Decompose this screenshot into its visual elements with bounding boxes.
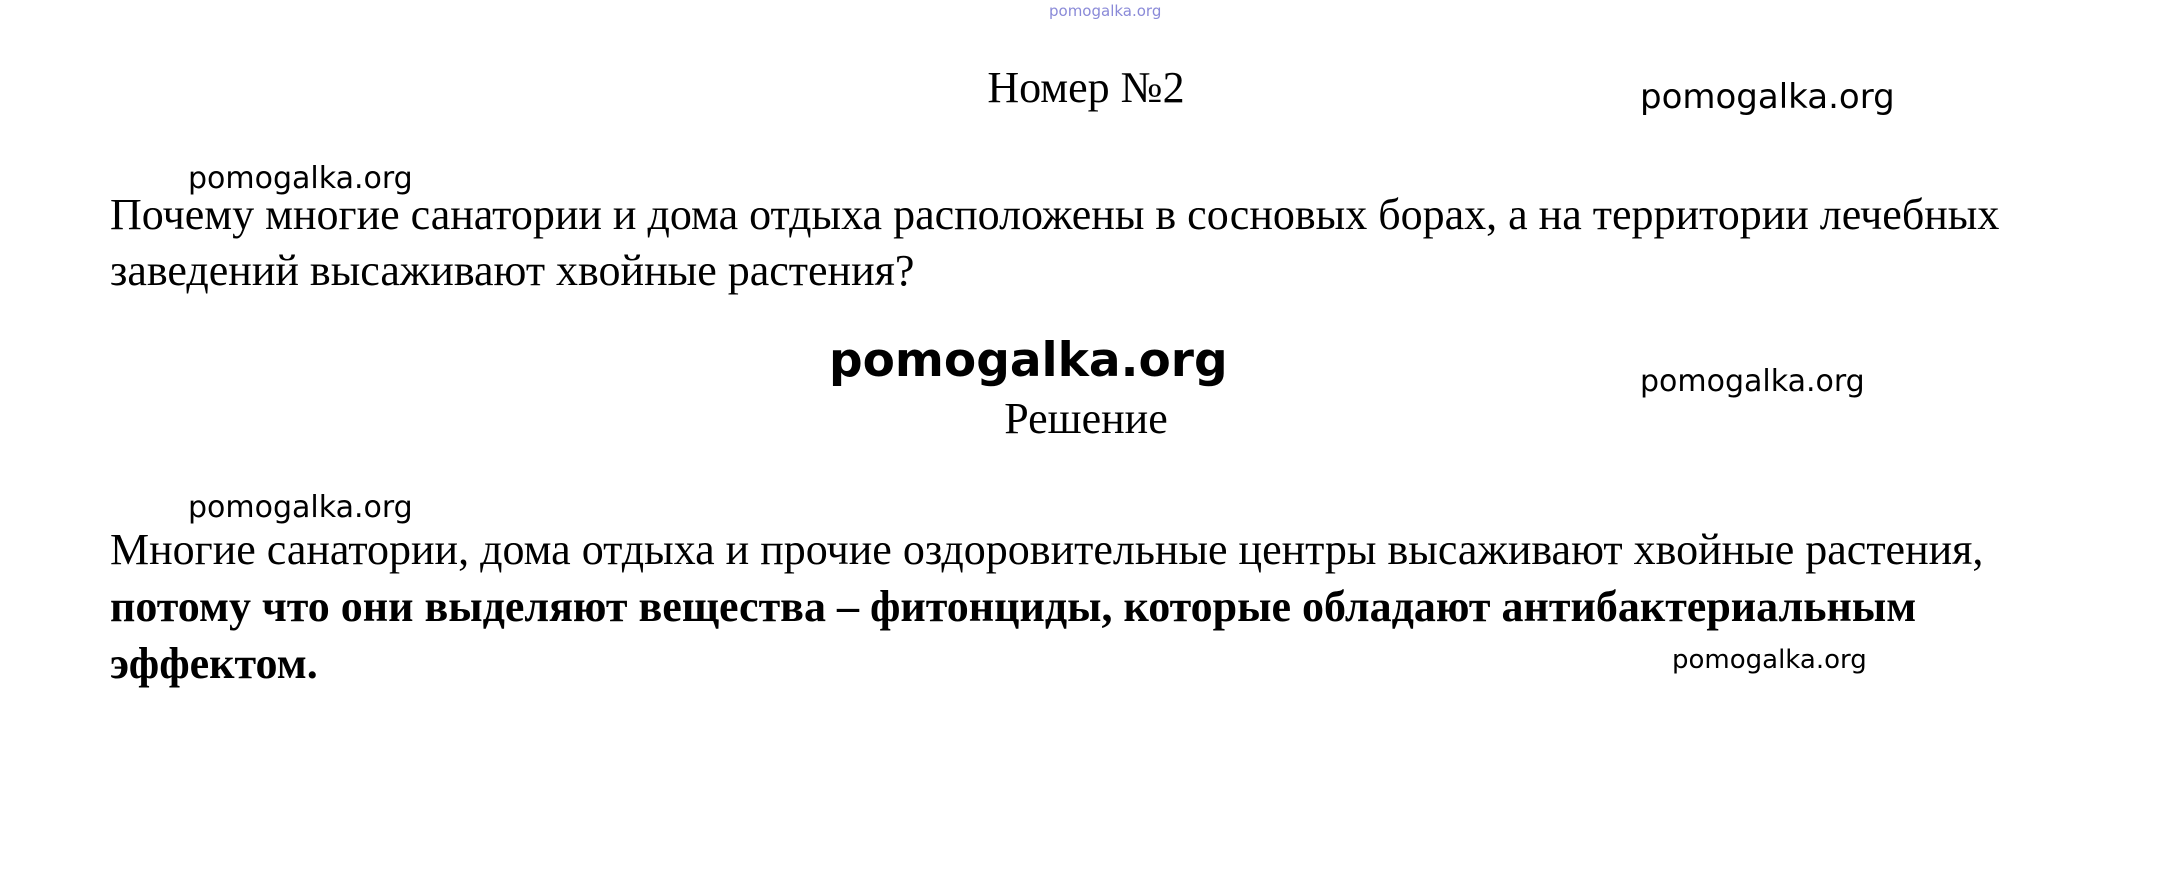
answer-bold-part: потому что они выделяют вещества – фитонциды, которые обладают антибактериальным эффектом.	[110, 582, 1917, 689]
watermark-right-upper: pomogalka.org	[1640, 77, 1895, 117]
page-title: Номер №2	[987, 63, 1185, 112]
watermark-right-middle: pomogalka.org	[1640, 364, 1865, 399]
solution-heading: Решение	[1004, 394, 1168, 443]
answer-text	[110, 521, 2100, 693]
question-text: Почему многие санатории и дома отдыха расположены в сосновых борах, а на территории лечебных заведений высаживают хвойные растения?	[110, 190, 2000, 296]
watermark-center: pomogalka.org	[829, 333, 1228, 388]
answer-plain-part: Многие санатории, дома отдыха и прочие оздоровительные центры высаживают хвойные растения,	[110, 525, 1984, 574]
watermark-bottom-right: pomogalka.org	[1672, 645, 1867, 675]
watermark-top: pomogalka.org	[1049, 2, 1162, 20]
watermark-left-lower: pomogalka.org	[188, 490, 413, 525]
watermark-left-upper: pomogalka.org	[188, 161, 413, 196]
